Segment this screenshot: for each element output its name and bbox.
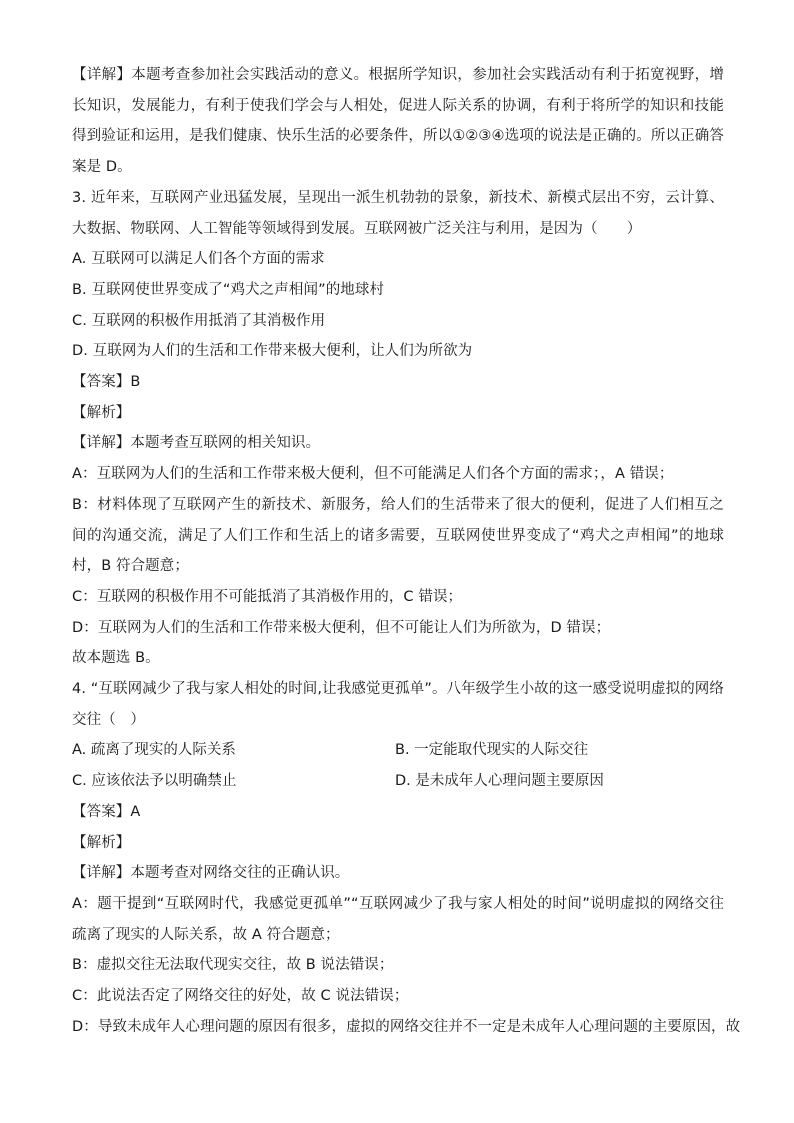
question-4-answer: 【答案】A: [72, 803, 141, 820]
question-4-option-c: C. 应该依法予以明确禁止: [72, 773, 237, 790]
question-3-stem: 3. 近年来，互联网产业迅猛发展，呈现出一派生机勃勃的景象，新技术、新模式层出不穷，云计算、大数据、物联网、人工智能等领域得到发展。互联网被广泛关注与利用，是因为（ ）: [72, 189, 724, 237]
question-3-answer: 【答案】B: [72, 374, 141, 391]
question-4-option-a: A. 疏离了现实的人际关系: [72, 742, 236, 759]
question-4-explain-c: C：此说法否定了网络交往的好处，故 C 说法错误；: [72, 988, 409, 1005]
question-3-explain-d: D：互联网为人们的生活和工作带来极大便利，但不可能让人们为所欲为，D 错误；: [72, 619, 611, 636]
question-4-option-d: D. 是未成年人心理问题主要原因: [395, 773, 604, 790]
question-3-conclusion: 故本题选 B。: [72, 650, 160, 667]
document-page: [72, 60, 741, 1043]
explanation-paragraph-q2: 【详解】本题考查参加社会实践活动的意义。根据所学知识，参加社会实践活动有利于拓宽视野，增长知识，发展能力，有利于使我们学会与人相处，促进人际关系的协调，有利于将所学的知识和技能得到验证和运用，是我们健康、快乐生活的必要条件，所以①②③④选项的说法是正确的。所以正确答案是 D。: [72, 67, 724, 176]
question-3-option-b: B. 互联网使世界变成了“鸡犬之声相闻”的地球村: [72, 281, 385, 298]
question-3-explain-b: B：材料体现了互联网产生的新技术、新服务，给人们的生活带来了很大的便利，促进了人们相互之间的沟通交流，满足了人们工作和生活上的诸多需要，互联网使世界变成了“鸡犬之声相闻”的地球村，B 符合题意；: [72, 496, 724, 575]
question-4-options-row-2: [72, 766, 724, 797]
question-3-explain-c: C：互联网的积极作用不可能抵消了其消极作用的，C 错误；: [72, 588, 463, 605]
question-4-explain-a: A：题干提到“互联网时代，我感觉更孤单”“互联网减少了我与家人相处的时间”说明虚拟的网络交往疏离了现实的人际关系，故 A 符合题意；: [72, 895, 724, 943]
question-3-detail: 【详解】本题考查互联网的相关知识。: [72, 435, 321, 452]
question-3-option-a: A. 互联网可以满足人们各个方面的需求: [72, 251, 325, 268]
question-3-explain-a: A：互联网为人们的生活和工作带来极大便利，但不可能满足人们各个方面的需求；，A 错误；: [72, 466, 674, 483]
question-4-option-b: B. 一定能取代现实的人际交往: [395, 742, 589, 759]
question-4-options-row-1: [72, 735, 724, 766]
question-4-explain-d: D：导致未成年人心理问题的原因有很多，虚拟的网络交往并不一定是未成年人心理问题的主要原因，故: [72, 1018, 741, 1035]
question-4-explain-b: B：虚拟交往无法取代现实交往，故 B 说法错误；: [72, 957, 394, 974]
question-4-stem: 4. “互联网减少了我与家人相处的时间,让我感觉更孤单”。八年级学生小故的这一感受说明虚拟的网络交往（ ）: [72, 681, 724, 728]
question-3-option-c: C. 互联网的积极作用抵消了其消极作用: [72, 312, 326, 329]
question-3-option-d: D. 互联网为人们的生活和工作带来极大便利，让人们为所欲为: [72, 343, 473, 360]
question-4-detail: 【详解】本题考查对网络交往的正确认识。: [72, 865, 350, 882]
question-3-analysis-heading: 【解析】: [72, 404, 131, 421]
question-4-analysis-heading: 【解析】: [72, 834, 131, 851]
